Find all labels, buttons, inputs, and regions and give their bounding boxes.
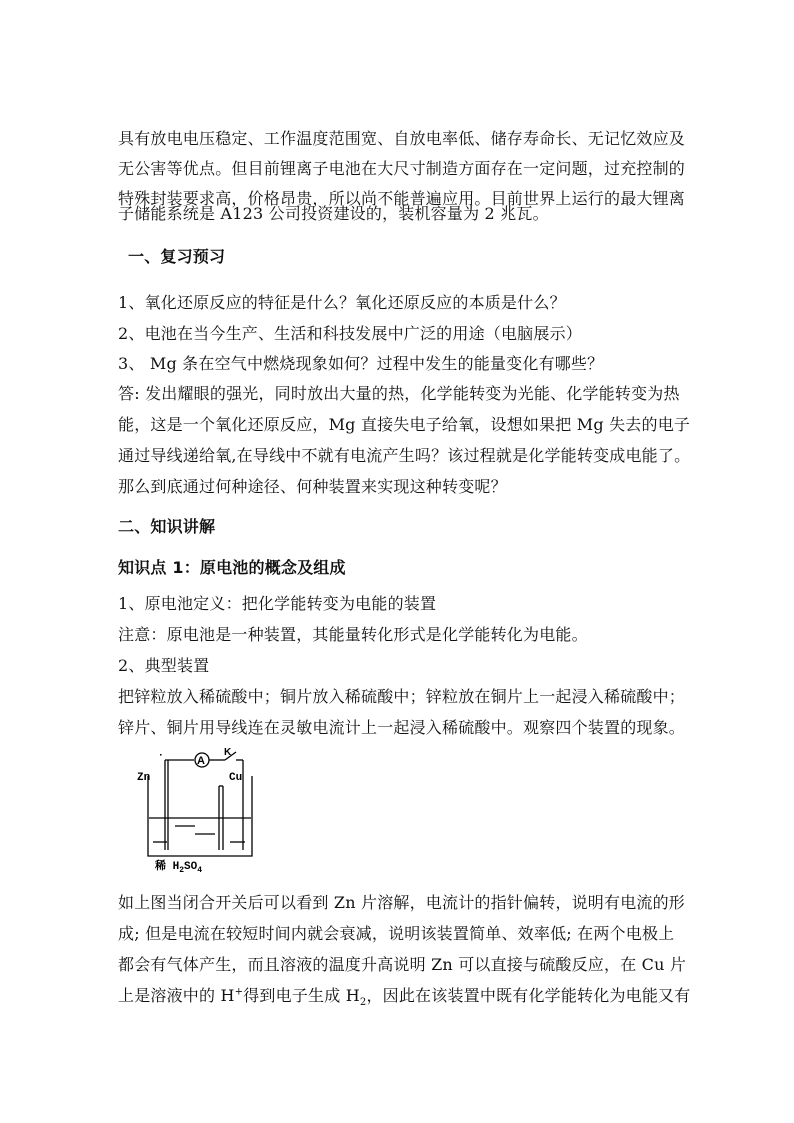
intro-line-2: 无公害等优点。但目前锂离子电池在大尺寸制造方面存在一定问题，过充控制的 xyxy=(118,159,686,178)
definition-line-1: 1、原电池定义：把化学能转变为电能的装置 xyxy=(118,594,437,613)
switch-label: K xyxy=(224,747,232,758)
explanation-line-3: 都会有气体产生，而且溶液的温度升高说明 Zn 可以直接与硫酸反应，在 Cu 片 xyxy=(118,955,687,974)
knowledge-point-title: 知识点 1：原电池的概念及组成 xyxy=(118,558,346,577)
definition-line-4: 把锌粒放入稀硫酸中；铜片放入稀硫酸中；锌粒放在铜片上一起浸入稀硫酸中； xyxy=(118,687,686,706)
section-title-knowledge: 二、知识讲解 xyxy=(118,517,216,536)
explanation-line-4 xyxy=(118,983,690,1008)
explanation-line-4b: 得到电子生成 H xyxy=(243,986,360,1005)
explanation-line-1: 如上图当闭合开关后可以看到 Zn 片溶解，电流计的指针偏转，说明有电流的形 xyxy=(118,893,685,912)
definition-line-3: 2、典型装置 xyxy=(118,656,210,675)
galvanic-cell-diagram xyxy=(135,746,260,872)
solution-label: 稀 $H_2SO_4$ xyxy=(155,861,203,872)
cu-electrode-label: Cu xyxy=(229,772,243,784)
review-item-2: 2、电池在当今生产、生活和科技发展中广泛的用途（电脑展示） xyxy=(118,324,582,343)
zn-electrode-label: Zn xyxy=(137,772,151,784)
definition-line-5: 锌片、铜片用导线连在灵敏电流计上一起浸入稀硫酸中。观察四个装置的现象。 xyxy=(118,718,686,737)
section-title-review: 一、复习预习 xyxy=(128,247,226,266)
h2-subscript: 2 xyxy=(359,997,367,1009)
intro-line-1: 具有放电电压稳定、工作温度范围宽、自放电率低、储存寿命长、无记忆效应及 xyxy=(118,129,686,148)
meter-label: A xyxy=(197,755,205,767)
explanation-line-4c: ，因此在该装置中既有化学能转化为电能又有 xyxy=(366,986,691,1005)
definition-line-2: 注意：原电池是一种装置，其能量转化形式是化学能转化为电能。 xyxy=(118,625,588,644)
answer-line-3: 通过导线递给氧,在导线中不就有电流产生吗？该过程就是化学能转变成电能了。 xyxy=(118,446,691,465)
answer-line-4: 那么到底通过何种途径、何种装置来实现这种转变呢？ xyxy=(118,477,507,496)
answer-line-2: 能，这是一个氧化还原反应，Mg 直接失电子给氧，设想如果把 Mg 失去的电子 xyxy=(118,415,691,434)
intro-line-3: 特殊封装要求高，价格昂贵，所以尚不能普遍应用。目前世界上运行的最大锂离 xyxy=(118,189,686,208)
explanation-line-4a: 上是溶液中的 H xyxy=(118,986,235,1005)
explanation-line-2: 成; 但是电流在较短时间内就会衰减，说明该装置简单、效率低; 在两个电极上 xyxy=(118,924,675,943)
answer-line-1: 答: 发出耀眼的强光，同时放出大量的热，化学能转变为光能、化学能转变为热 xyxy=(118,384,680,403)
h-plus-superscript: + xyxy=(234,986,244,998)
review-item-3: 3、 Mg 条在空气中燃烧现象如何？过程中发生的能量变化有哪些？ xyxy=(118,354,604,373)
intro-line-4: 子储能系统是 A123 公司投资建设的，装机容量为 2 兆瓦。 xyxy=(118,204,549,223)
review-item-1: 1、氧化还原反应的特征是什么？氧化还原反应的本质是什么？ xyxy=(118,293,566,312)
